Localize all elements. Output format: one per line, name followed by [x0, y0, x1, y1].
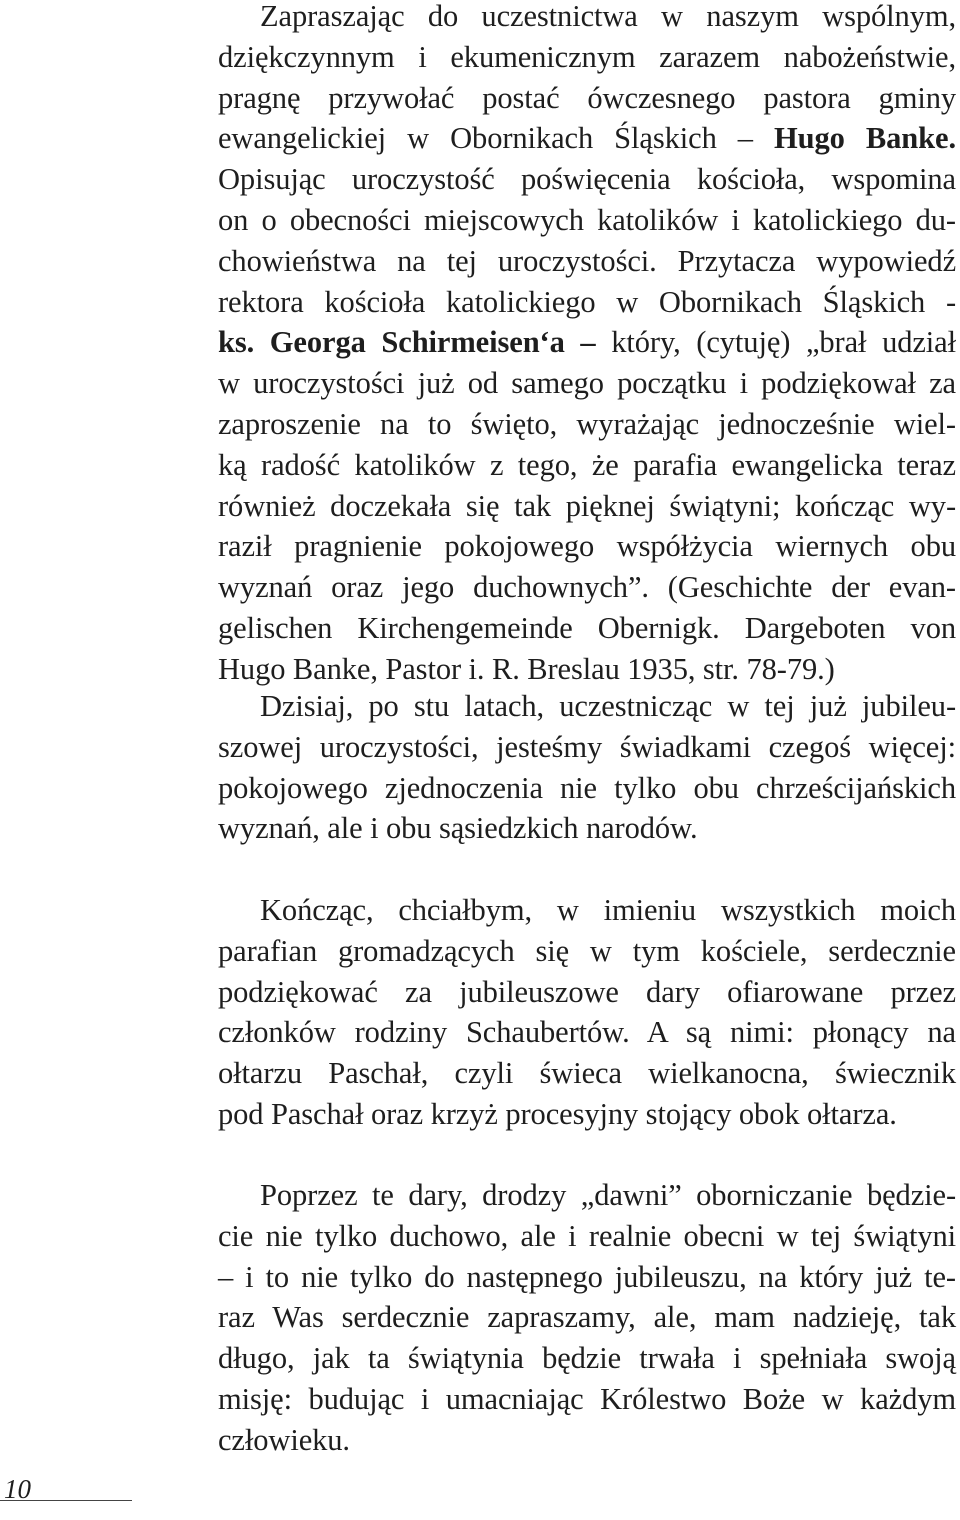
- bold-name-priest: ks. Georga Schirmeisen‘a –: [218, 325, 596, 360]
- text-line: członków rodziny Schaubertów. A są nimi: płonący na: [218, 1015, 956, 1050]
- text-segment: ewangelickiej w Obornikach Śląskich –: [218, 121, 753, 156]
- text-line: również doczekała się tak pięknej świątyni; kończąc wy-: [218, 488, 956, 523]
- text-line: wyznań, ale i obu sąsiedzkich narodów.: [218, 811, 698, 846]
- text-line: Zapraszając do uczestnictwa w naszym wspólnym,: [260, 0, 956, 33]
- text-line: Dzisiaj, po stu latach, uczestnicząc w tej już jubileu-: [260, 689, 956, 723]
- text-line: Hugo Banke, Pastor i. R. Breslau 1935, str. 78-79.): [218, 651, 835, 686]
- text-line: podziękować za jubileuszowe dary ofiarowane przez: [218, 974, 956, 1009]
- paragraph-3: [176, 890, 956, 1135]
- text-line: on o obecności miejscowych katolików i katolickiego du-: [218, 202, 956, 237]
- bold-name-pastor: Hugo Banke.: [774, 121, 956, 156]
- text-line: pragnę przywołać postać ówczesnego pastora gminy: [218, 80, 956, 115]
- text-line: dziękczynnym i ekumenicznym zarazem nabożeństwie,: [218, 39, 956, 74]
- text-line: Opisując uroczystość poświęcenia kościoła, wspomina: [218, 162, 956, 197]
- text-line: misję: budując i umacniając Królestwo Boże w każdym: [218, 1381, 956, 1416]
- text-line: parafian gromadzących się w tym kościele, serdecznie: [218, 933, 956, 968]
- text-line: gelischen Kirchengemeinde Obernigk. Dargeboten von: [218, 610, 956, 645]
- text-line: rektora kościoła katolickiego w Obornikach Śląskich -: [218, 284, 956, 319]
- text-line: [176, 118, 956, 159]
- text-line: raził pragnienie pokojowego współżycia wiernych obu: [218, 529, 956, 564]
- text-line: cie nie tylko duchowo, ale i realnie obecni w tej świątyni: [218, 1218, 956, 1253]
- text-line: raz Was serdecznie zapraszamy, ale, mam nadzieję, tak: [218, 1300, 956, 1335]
- text-segment: który, (cytuję) „brał udział: [611, 325, 956, 360]
- text-line: ką radość katolików z tego, że parafia ewangelicka teraz: [218, 447, 956, 482]
- paragraph-2: [176, 686, 956, 849]
- text-line: [176, 322, 956, 363]
- paragraph-4: [176, 1175, 956, 1461]
- text-line: długo, jak ta świątynia będzie trwała i spełniała swoją: [218, 1341, 956, 1376]
- text-line: pokojowego zjednoczenia nie tylko obu chrześcijańskich: [218, 770, 956, 805]
- text-line: chowieństwa na tej uroczystości. Przytacza wypowiedź: [218, 243, 956, 278]
- text-line: pod Paschał oraz krzyż procesyjny stojący obok ołtarza.: [218, 1096, 897, 1131]
- paragraph-1: [176, 0, 956, 690]
- text-line: w uroczystości już od samego początku i podziękował za: [218, 366, 956, 401]
- page-number: 10: [4, 1474, 31, 1504]
- text-line: wyznań oraz jego duchownych”. (Geschichte der evan-: [218, 570, 956, 605]
- text-line: – i to nie tylko do następnego jubileuszu, na który już te-: [218, 1259, 956, 1294]
- text-line: Poprzez te dary, drodzy „dawni” oborniczanie będzie-: [260, 1178, 956, 1212]
- text-line: szowej uroczystości, jesteśmy świadkami czegoś więcej:: [218, 729, 956, 764]
- text-line: człowieku.: [218, 1422, 350, 1457]
- text-line: ołtarzu Paschał, czyli świeca wielkanocna, świecznik: [218, 1056, 956, 1091]
- text-line: Kończąc, chciałbym, w imieniu wszystkich moich: [260, 893, 956, 927]
- text-line: zaproszenie na to święto, wyrażając jednocześnie wiel-: [218, 406, 956, 441]
